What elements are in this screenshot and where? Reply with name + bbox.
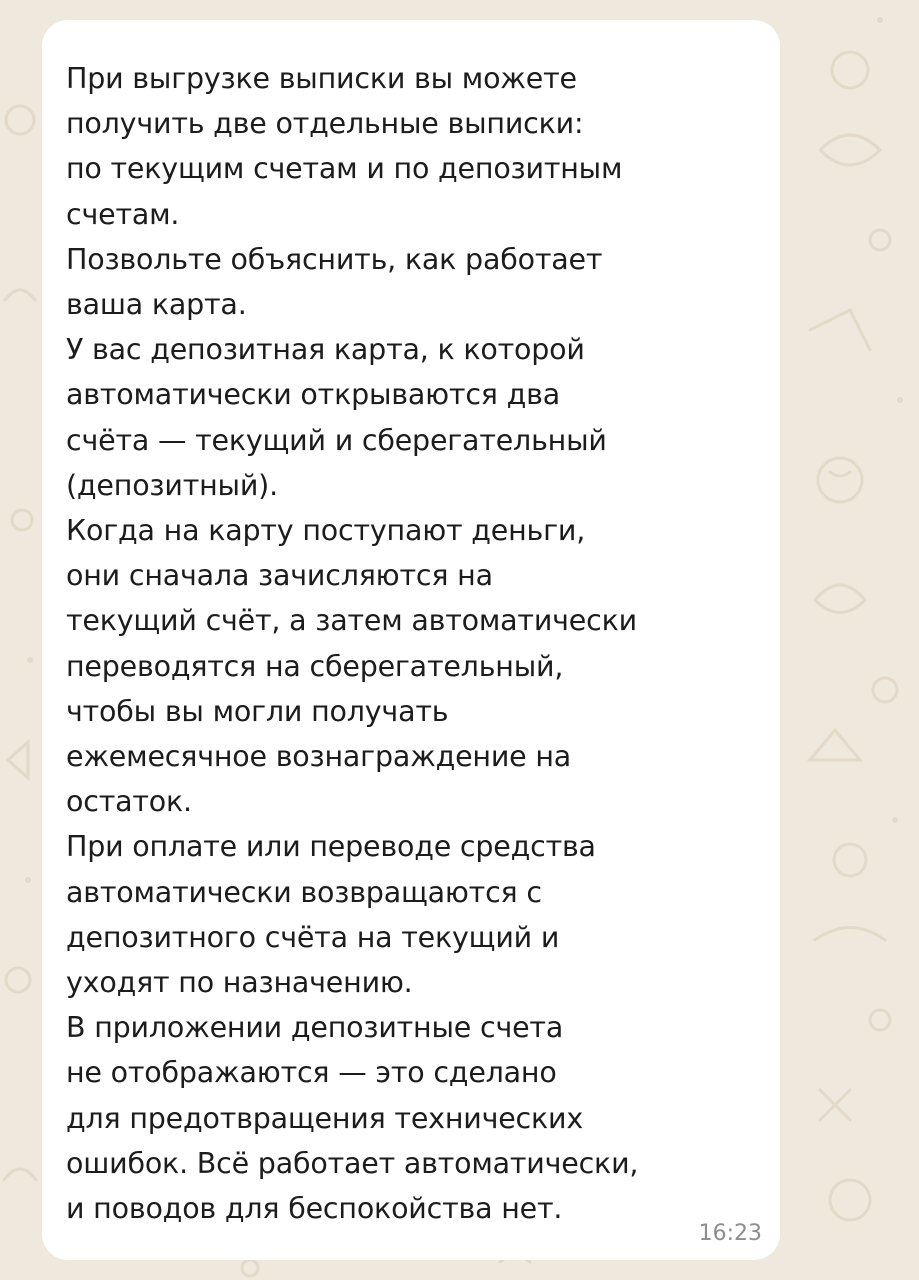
message-line: автоматически открываются два — [66, 378, 560, 412]
message-line: получить две отдельные выписки: — [66, 107, 584, 141]
message-line: уходят по назначению. — [66, 966, 413, 1000]
message-line: счёта — текущий и сберегательный — [66, 423, 607, 457]
message-line: (депозитный). — [66, 468, 278, 502]
message-line: автоматически возвращаются с — [66, 875, 542, 909]
message-line: При оплате или переводе средства — [66, 830, 596, 864]
message-line: счетам. — [66, 197, 180, 231]
message-line: Позвольте объяснить, как работает — [66, 242, 603, 276]
message-line: не отображаются — это сделано — [66, 1056, 557, 1090]
message-line: чтобы вы могли получать — [66, 694, 449, 728]
message-line: переводятся на сберегательный, — [66, 649, 564, 683]
message-line: по текущим счетам и по депозитным — [66, 152, 623, 186]
message-bubble[interactable] — [42, 20, 780, 1260]
message-line: При выгрузке выписки вы можете — [66, 62, 577, 95]
message-line: и поводов для беспокойства нет. — [66, 1192, 563, 1226]
message-timestamp: 16:23 — [698, 1221, 762, 1246]
message-line: ваша карта. — [66, 288, 247, 322]
message-line: текущий счёт, а затем автоматически — [66, 604, 637, 638]
message-line: депозитного счёта на текущий и — [66, 920, 560, 954]
message-line: остаток. — [66, 785, 192, 819]
message-line: У вас депозитная карта, к которой — [66, 333, 585, 367]
message-text — [66, 56, 756, 1231]
message-line: для предотвращения технических — [66, 1101, 584, 1135]
message-line: Когда на карту поступают деньги, — [66, 514, 586, 548]
message-line: они сначала зачисляются на — [66, 559, 493, 593]
message-line: В приложении депозитные счета — [66, 1011, 564, 1045]
message-line: ежемесячное вознаграждение на — [66, 740, 572, 774]
message-line: ошибок. Всё работает автоматически, — [66, 1146, 639, 1180]
